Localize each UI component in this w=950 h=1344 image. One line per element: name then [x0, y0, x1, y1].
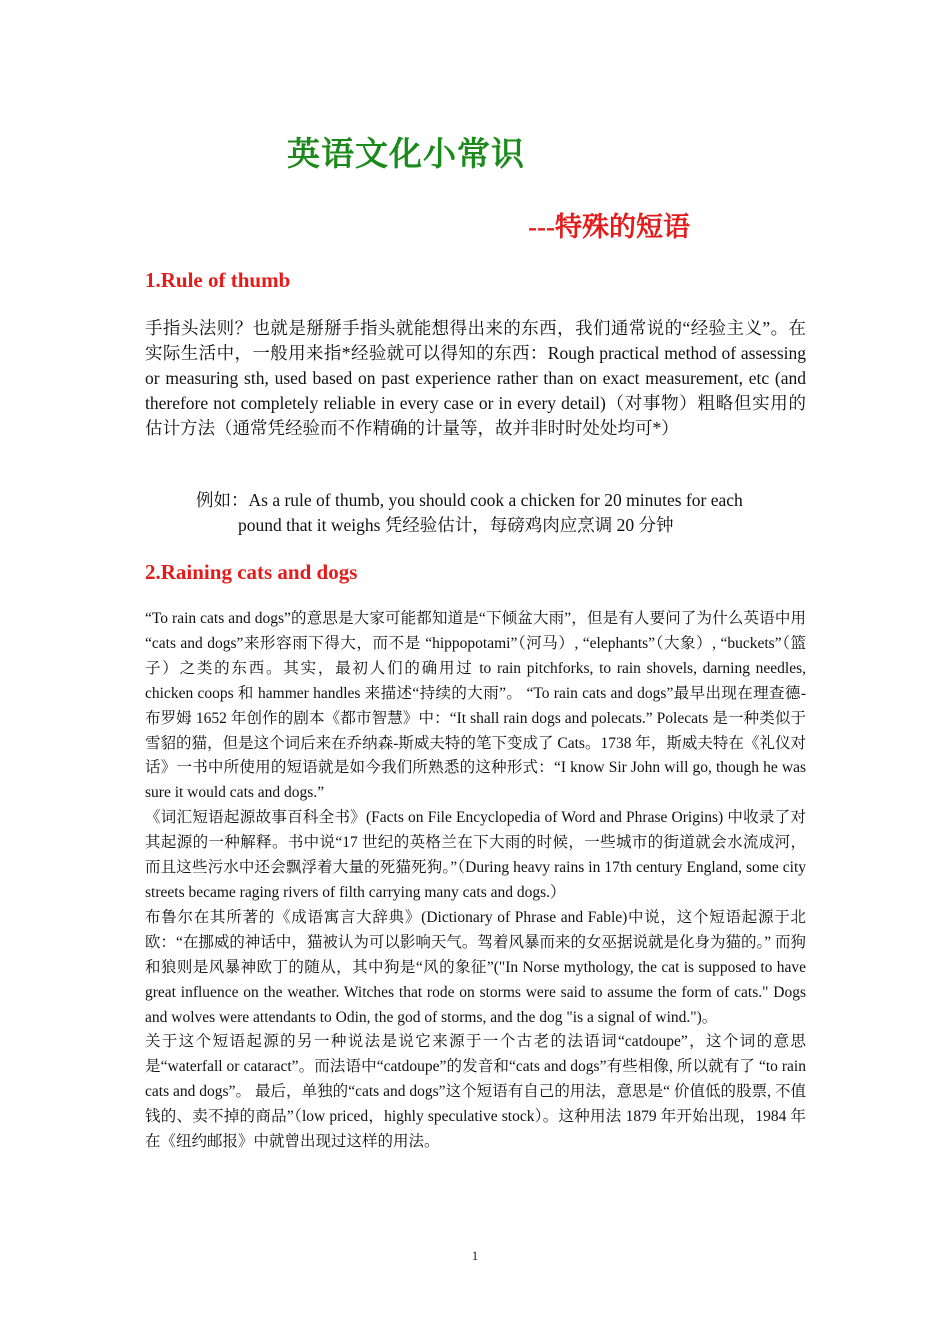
section-2-body: [145, 607, 806, 1155]
example-line-2: pound that it weighs 凭经验估计，每磅鸡肉应烹调 20 分钟: [238, 515, 674, 535]
section-2-paragraph: 《词汇短语起源故事百科全书》(Facts on File Encyclopedia of Word and Phrase Origins) 中收录了对其起源的一种解释。书中说“17 世纪的英格兰在下大雨的时候，一些城市的街道就会水流成河，而且这些污水中还会飘浮着大量的死猫死狗。”（During heavy rains in 17th century England, some city streets became raging rivers of filth carrying many cats and dogs.）: [145, 809, 806, 901]
section-2-paragraph: “To rain cats and dogs”的意思是大家可能都知道是“下倾盆大雨”，但是有人要问了为什么英语中用 “cats and dogs”来形容雨下得大，而不是 “hippopotami”（河马）, “elephants”（大象）, “buckets”（篮子）之类的东西。其实，最初人们的确用过 to rain pitchforks, to rain shovels, darning needles, chicken coops 和 hammer handles 来描述“持续的大雨”。 “To rain cats and dogs”最早出现在理查德-布罗姆 1652 年创作的剧本《都市智慧》中：“It shall rain dogs and polecats.” Polecats 是一种类似于雪貂的猫，但是这个词后来在乔纳森-斯威夫特的笔下变成了 Cats。1738 年，斯威夫特在《礼仪对话》一书中所使用的短语就是如今我们所熟悉的这种形式：“I know Sir John will go, though he was sure it would cats and dogs.”: [145, 610, 806, 802]
section-2-paragraph: 关于这个短语起源的另一种说法是说它来源于一个古老的法语词“catdoupe”，这个词的意思是“waterfall or cataract”。而法语中“catdoupe”的发音和“cats and dogs”有些相像, 所以就有了 “to rain cats and dogs”。 最后，单独的“cats and dogs”这个短语有自己的用法，意思是“ 价值低的股票, 不值钱的、卖不掉的商品”（low priced，highly speculative stock）。这种用法 1879 年开始出现，1984 年在《纽约邮报》中就曾出现过这样的用法。: [145, 1033, 806, 1151]
page-title: 英语文化小常识: [287, 137, 525, 173]
section-2-paragraph: 布鲁尔在其所著的《成语寓言大辞典》(Dictionary of Phrase and Fable)中说，这个短语起源于北欧：“在挪威的神话中，猫被认为可以影响天气。驾着风暴而来的女巫据说就是化身为猫的。” 而狗和狼则是风暴神欧丁的随从，其中狗是“风的象征”("In Norse mythology, the cat is supposed to have great influence on the weather. Witches that rode on storms were said to assume the form of cats." Dogs and wolves were attendants to Odin, the god of storms, and the dog "is a signal of wind.")。: [145, 908, 806, 1026]
example-line-1: 例如：As a rule of thumb, you should cook a chicken for 20 minutes for each: [196, 490, 743, 510]
section-1-heading: 1.Rule of thumb: [145, 268, 291, 292]
section-2-heading: 2.Raining cats and dogs: [145, 560, 358, 584]
page-subtitle: ---特殊的短语: [528, 212, 690, 242]
page-number: 1: [471, 1248, 479, 1263]
section-1-example: [196, 488, 806, 538]
section-1-paragraph: 手指头法则？也就是掰掰手指头就能想得出来的东西，我们通常说的“经验主义”。在实际生活中，一般用来指*经验就可以得知的东西：Rough practical method of assessing or measuring sth, used based on past experience rather than on exact measurement, etc (and therefore not completely reliable in every case or in every detail)（对事物）粗略但实用的估计方法（通常凭经验而不作精确的计量等，故并非时时处处均可*）: [145, 318, 806, 438]
